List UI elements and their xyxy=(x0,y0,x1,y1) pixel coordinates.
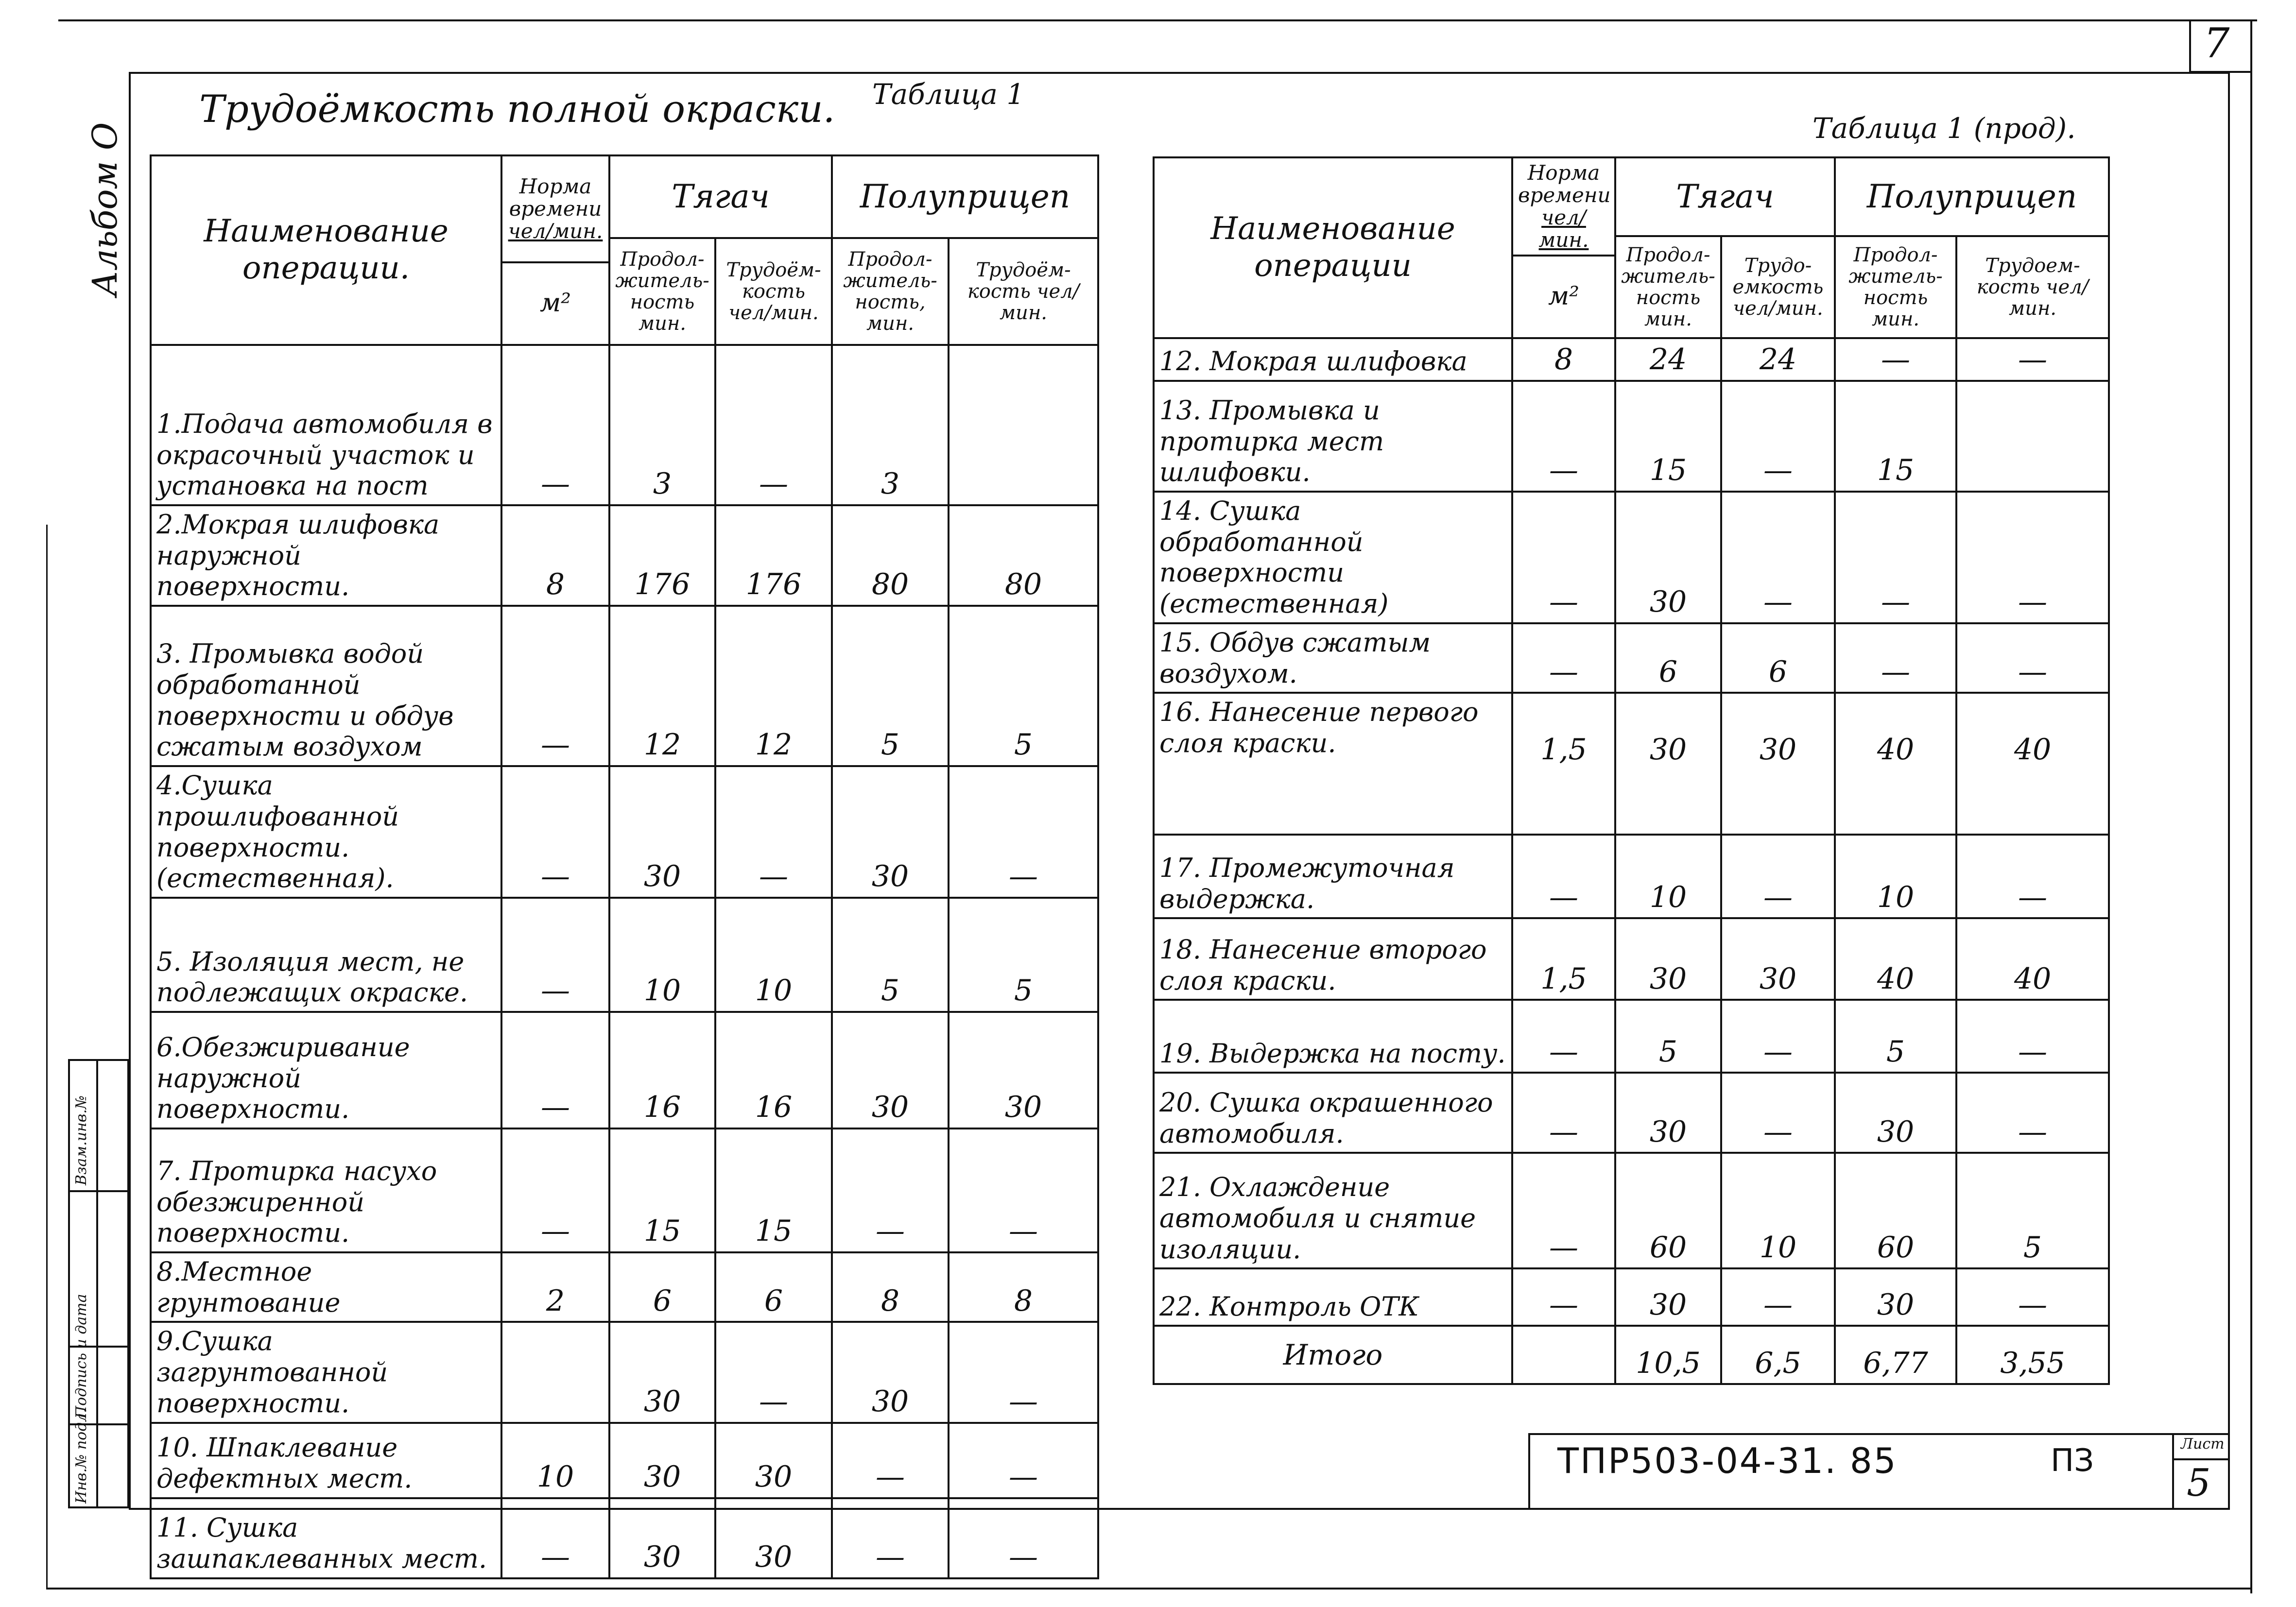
header-norm-area: м² xyxy=(1512,256,1615,338)
norm-value: 8 xyxy=(1512,338,1615,381)
norm-value: — xyxy=(1512,1268,1615,1326)
semi-duration: 60 xyxy=(1835,1153,1956,1268)
title-block-sheet-divider xyxy=(2172,1433,2174,1510)
side-stamp-signature: Подпись и дата xyxy=(73,1294,90,1419)
tractor-duration: 30 xyxy=(609,1498,715,1578)
side-stamp-inv: Инв.№ подл. xyxy=(73,1408,90,1504)
semi-duration: — xyxy=(832,1423,949,1498)
tractor-labor: 30 xyxy=(1721,693,1835,835)
semi-labor xyxy=(949,345,1098,505)
tractor-labor: 15 xyxy=(715,1128,832,1252)
tractor-labor: — xyxy=(1721,1268,1835,1326)
tractor-duration: 10 xyxy=(609,898,715,1012)
corner-number: 7 xyxy=(2204,19,2230,67)
inner-frame-top xyxy=(129,72,2228,74)
total-semi-duration: 6,77 xyxy=(1835,1326,1956,1384)
semi-labor: — xyxy=(949,1322,1098,1422)
tractor-duration: 30 xyxy=(1615,492,1721,623)
operation-name: 4.Сушка прошлифованной поверхности. (естественная). xyxy=(151,766,501,898)
norm-value: — xyxy=(501,1012,609,1128)
norm-value: — xyxy=(501,1128,609,1252)
tractor-duration: 24 xyxy=(1615,338,1721,381)
tractor-labor: 30 xyxy=(715,1498,832,1578)
semi-labor: 8 xyxy=(949,1252,1098,1322)
semi-duration: — xyxy=(1835,492,1956,623)
header-norm-top xyxy=(1512,157,1615,256)
semi-labor: 30 xyxy=(949,1012,1098,1128)
table-row xyxy=(1154,492,2109,623)
table-row xyxy=(151,1322,1098,1422)
tractor-duration: 6 xyxy=(1615,623,1721,693)
norm-value: — xyxy=(501,606,609,766)
total-tractor-labor: 6,5 xyxy=(1721,1326,1835,1384)
semi-duration: 40 xyxy=(1835,693,1956,835)
header-labor-semi: Трудоем-кость чел/мин. xyxy=(1956,236,2109,338)
norm-value: 2 xyxy=(501,1252,609,1322)
semi-labor: — xyxy=(949,1128,1098,1252)
side-stamp-replacement: Взам.инв.№ xyxy=(73,1095,90,1185)
header-labor-semi: Трудоём-кость чел/мин. xyxy=(949,238,1098,345)
semi-labor: — xyxy=(1956,1000,2109,1073)
header-norm-label: Норма времени xyxy=(1518,160,1611,207)
tractor-labor: — xyxy=(715,766,832,898)
tractor-labor: 10 xyxy=(715,898,832,1012)
semi-duration: — xyxy=(1835,623,1956,693)
tractor-duration: 5 xyxy=(1615,1000,1721,1073)
tractor-labor: 16 xyxy=(715,1012,832,1128)
operation-name: 16. Нанесение первого слоя краски. xyxy=(1154,693,1512,835)
total-row xyxy=(1154,1326,2109,1384)
table-row xyxy=(1154,623,2109,693)
semi-labor: — xyxy=(1956,1268,2109,1326)
operation-name: 1.Подача автомобиля в окрасочный участок и установка на пост xyxy=(151,345,501,505)
total-semi-labor: 3,55 xyxy=(1956,1326,2109,1384)
tractor-labor: 12 xyxy=(715,606,832,766)
table-row xyxy=(151,1252,1098,1322)
operation-name: 11. Сушка зашпаклеванных мест. xyxy=(151,1498,501,1578)
left-edge-mark xyxy=(46,525,48,1589)
semi-labor: 5 xyxy=(1956,1153,2109,1268)
header-name: Наименование операции xyxy=(1154,157,1512,338)
table-caption-right: Таблица 1 (прод). xyxy=(1813,112,2076,145)
semi-duration: — xyxy=(832,1128,949,1252)
semi-duration: — xyxy=(1835,338,1956,381)
tractor-labor: — xyxy=(715,345,832,505)
section-code: ПЗ xyxy=(2051,1443,2094,1479)
norm-value: — xyxy=(1512,492,1615,623)
table-row xyxy=(1154,1268,2109,1326)
header-group-semitrailer: Полуприцеп xyxy=(832,155,1098,238)
operation-name: 17. Промежуточная выдержка. xyxy=(1154,835,1512,918)
header-norm-unit: чел/мин. xyxy=(1538,205,1589,252)
tractor-duration: 6 xyxy=(609,1252,715,1322)
norm-value: — xyxy=(1512,1153,1615,1268)
norm-value: — xyxy=(1512,1000,1615,1073)
norm-value: 1,5 xyxy=(1512,693,1615,835)
tractor-duration: 30 xyxy=(609,766,715,898)
title-block-top xyxy=(1528,1433,2228,1435)
semi-labor: — xyxy=(1956,1073,2109,1153)
norm-value: — xyxy=(1512,1073,1615,1153)
semi-labor: — xyxy=(1956,623,2109,693)
semi-labor: 5 xyxy=(949,606,1098,766)
semi-duration: 5 xyxy=(832,898,949,1012)
sheet-label: Лист xyxy=(2181,1436,2225,1453)
semi-labor: 40 xyxy=(1956,693,2109,835)
tractor-duration: 30 xyxy=(1615,918,1721,1000)
table-caption-left: Таблица 1 xyxy=(872,78,1025,111)
semi-labor: — xyxy=(949,1498,1098,1578)
norm-value: — xyxy=(501,766,609,898)
table-row xyxy=(1154,338,2109,381)
semi-duration: 8 xyxy=(832,1252,949,1322)
semi-labor: — xyxy=(1956,835,2109,918)
tractor-labor: 30 xyxy=(1721,918,1835,1000)
tractor-duration: 15 xyxy=(1615,381,1721,492)
semi-duration: 3 xyxy=(832,345,949,505)
tractor-labor: — xyxy=(1721,1073,1835,1153)
norm-value: — xyxy=(501,898,609,1012)
operation-name: 3. Промывка водой обработанной поверхности и обдув сжатым воздухом xyxy=(151,606,501,766)
tractor-duration: 176 xyxy=(609,505,715,606)
tractor-duration: 12 xyxy=(609,606,715,766)
semi-labor: 5 xyxy=(949,898,1098,1012)
table-row xyxy=(151,898,1098,1012)
title-block-left xyxy=(1528,1433,1530,1510)
header-duration: Продол-житель-ность мин. xyxy=(609,238,715,345)
norm-value: — xyxy=(1512,623,1615,693)
header-name: Наименование операции. xyxy=(151,155,501,345)
semi-duration: 80 xyxy=(832,505,949,606)
operation-name: 12. Мокрая шлифовка xyxy=(1154,338,1512,381)
operation-name: 22. Контроль ОТК xyxy=(1154,1268,1512,1326)
semi-duration: 30 xyxy=(832,1012,949,1128)
table-row xyxy=(1154,835,2109,918)
header-duration-semi: Продол-житель-ность, мин. xyxy=(832,238,949,345)
tractor-duration: 10 xyxy=(1615,835,1721,918)
operation-name: 8.Местное грунтование xyxy=(151,1252,501,1322)
norm-value: — xyxy=(1512,835,1615,918)
operation-name: 14. Сушка обработанной поверхности (естественная) xyxy=(1154,492,1512,623)
tractor-duration: 30 xyxy=(1615,1268,1721,1326)
norm-value: 1,5 xyxy=(1512,918,1615,1000)
header-norm-area: м² xyxy=(501,262,609,345)
norm-value: — xyxy=(501,345,609,505)
inner-frame-right xyxy=(2228,72,2230,1510)
header-norm-top xyxy=(501,155,609,262)
labor-table-right xyxy=(1153,156,2110,1385)
norm-value: 8 xyxy=(501,505,609,606)
bottom-border xyxy=(46,1588,2252,1590)
semi-duration: 30 xyxy=(1835,1073,1956,1153)
table-row xyxy=(1154,1073,2109,1153)
operation-name: 19. Выдержка на посту. xyxy=(1154,1000,1512,1073)
title-block-sheet-row xyxy=(2172,1458,2228,1460)
header-group-tractor: Тягач xyxy=(1615,157,1835,236)
table-row xyxy=(151,1012,1098,1128)
semi-labor xyxy=(1956,381,2109,492)
tractor-duration: 30 xyxy=(1615,693,1721,835)
norm-value xyxy=(501,1322,609,1422)
table-row xyxy=(1154,693,2109,835)
operation-name: 20. Сушка окрашенного автомобиля. xyxy=(1154,1073,1512,1153)
semi-duration: 40 xyxy=(1835,918,1956,1000)
document-code: ТПР503-04-31. 85 xyxy=(1557,1440,1898,1481)
operation-name: 6.Обезжиривание наружной поверхности. xyxy=(151,1012,501,1128)
tractor-labor: — xyxy=(1721,835,1835,918)
operation-name: 21. Охлаждение автомобиля и снятие изоляции. xyxy=(1154,1153,1512,1268)
norm-value: — xyxy=(1512,381,1615,492)
tractor-duration: 60 xyxy=(1615,1153,1721,1268)
page-title: Трудоёмкость полной окраски. xyxy=(199,87,835,131)
tractor-labor: 6 xyxy=(715,1252,832,1322)
norm-value: 10 xyxy=(501,1423,609,1498)
semi-labor: — xyxy=(949,766,1098,898)
operation-name: 5. Изоляция мест, не подлежащих окраске. xyxy=(151,898,501,1012)
header-duration-semi: Продол-житель-ность мин. xyxy=(1835,236,1956,338)
total-tractor-duration: 10,5 xyxy=(1615,1326,1721,1384)
operation-name: 15. Обдув сжатым воздухом. xyxy=(1154,623,1512,693)
header-norm-label: Норма времени xyxy=(509,174,602,221)
table-row xyxy=(1154,1000,2109,1073)
table-row xyxy=(151,1423,1098,1498)
header-norm-unit: чел/мин. xyxy=(508,219,603,243)
semi-labor: — xyxy=(1956,338,2109,381)
table-row xyxy=(151,345,1098,505)
header-duration: Продол-житель-ность мин. xyxy=(1615,236,1721,338)
right-border xyxy=(2250,19,2252,1593)
semi-duration: 30 xyxy=(1835,1268,1956,1326)
norm-value: — xyxy=(501,1498,609,1578)
total-norm xyxy=(1512,1326,1615,1384)
album-label: Альбом О xyxy=(85,122,125,296)
operation-name: 7. Протирка насухо обезжиренной поверхности. xyxy=(151,1128,501,1252)
tractor-duration: 15 xyxy=(609,1128,715,1252)
header-group-semitrailer: Полуприцеп xyxy=(1835,157,2109,236)
tractor-labor: — xyxy=(1721,1000,1835,1073)
table-row xyxy=(1154,1153,2109,1268)
header-group-tractor: Тягач xyxy=(609,155,832,238)
sheet-number: 5 xyxy=(2187,1461,2211,1505)
tractor-duration: 30 xyxy=(609,1423,715,1498)
table-row xyxy=(151,766,1098,898)
semi-duration: — xyxy=(832,1498,949,1578)
operation-name: 18. Нанесение второго слоя краски. xyxy=(1154,918,1512,1000)
table-row xyxy=(151,1498,1098,1578)
operation-name: 9.Сушка загрунтованной поверхности. xyxy=(151,1322,501,1422)
semi-labor: — xyxy=(1956,492,2109,623)
tractor-labor: 30 xyxy=(715,1423,832,1498)
table-row xyxy=(1154,381,2109,492)
tractor-labor: — xyxy=(1721,492,1835,623)
side-stamp-row-1 xyxy=(68,1190,129,1192)
table-row xyxy=(151,505,1098,606)
table-row xyxy=(151,606,1098,766)
tractor-labor: 6 xyxy=(1721,623,1835,693)
top-border xyxy=(58,19,2257,21)
total-label: Итого xyxy=(1154,1326,1512,1384)
semi-labor: — xyxy=(949,1423,1098,1498)
semi-labor: 80 xyxy=(949,505,1098,606)
semi-duration: 15 xyxy=(1835,381,1956,492)
semi-duration: 30 xyxy=(832,1322,949,1422)
tractor-labor: 176 xyxy=(715,505,832,606)
tractor-labor: — xyxy=(1721,381,1835,492)
labor-table-left xyxy=(150,154,1099,1579)
tractor-duration: 30 xyxy=(609,1322,715,1422)
operation-name: 2.Мокрая шлифовка наружной поверхности. xyxy=(151,505,501,606)
tractor-duration: 3 xyxy=(609,345,715,505)
tractor-labor: — xyxy=(715,1322,832,1422)
tractor-duration: 16 xyxy=(609,1012,715,1128)
semi-duration: 30 xyxy=(832,766,949,898)
semi-duration: 5 xyxy=(1835,1000,1956,1073)
side-stamp-divider xyxy=(96,1059,98,1508)
header-labor: Трудо-емкость чел/мин. xyxy=(1721,236,1835,338)
table-row xyxy=(151,1128,1098,1252)
semi-duration: 10 xyxy=(1835,835,1956,918)
tractor-labor: 24 xyxy=(1721,338,1835,381)
table-row xyxy=(1154,918,2109,1000)
semi-duration: 5 xyxy=(832,606,949,766)
header-labor: Трудоём-кость чел/мин. xyxy=(715,238,832,345)
operation-name: 10. Шпаклевание дефектных мест. xyxy=(151,1423,501,1498)
tractor-labor: 10 xyxy=(1721,1153,1835,1268)
operation-name: 13. Промывка и протирка мест шлифовки. xyxy=(1154,381,1512,492)
semi-labor: 40 xyxy=(1956,918,2109,1000)
tractor-duration: 30 xyxy=(1615,1073,1721,1153)
